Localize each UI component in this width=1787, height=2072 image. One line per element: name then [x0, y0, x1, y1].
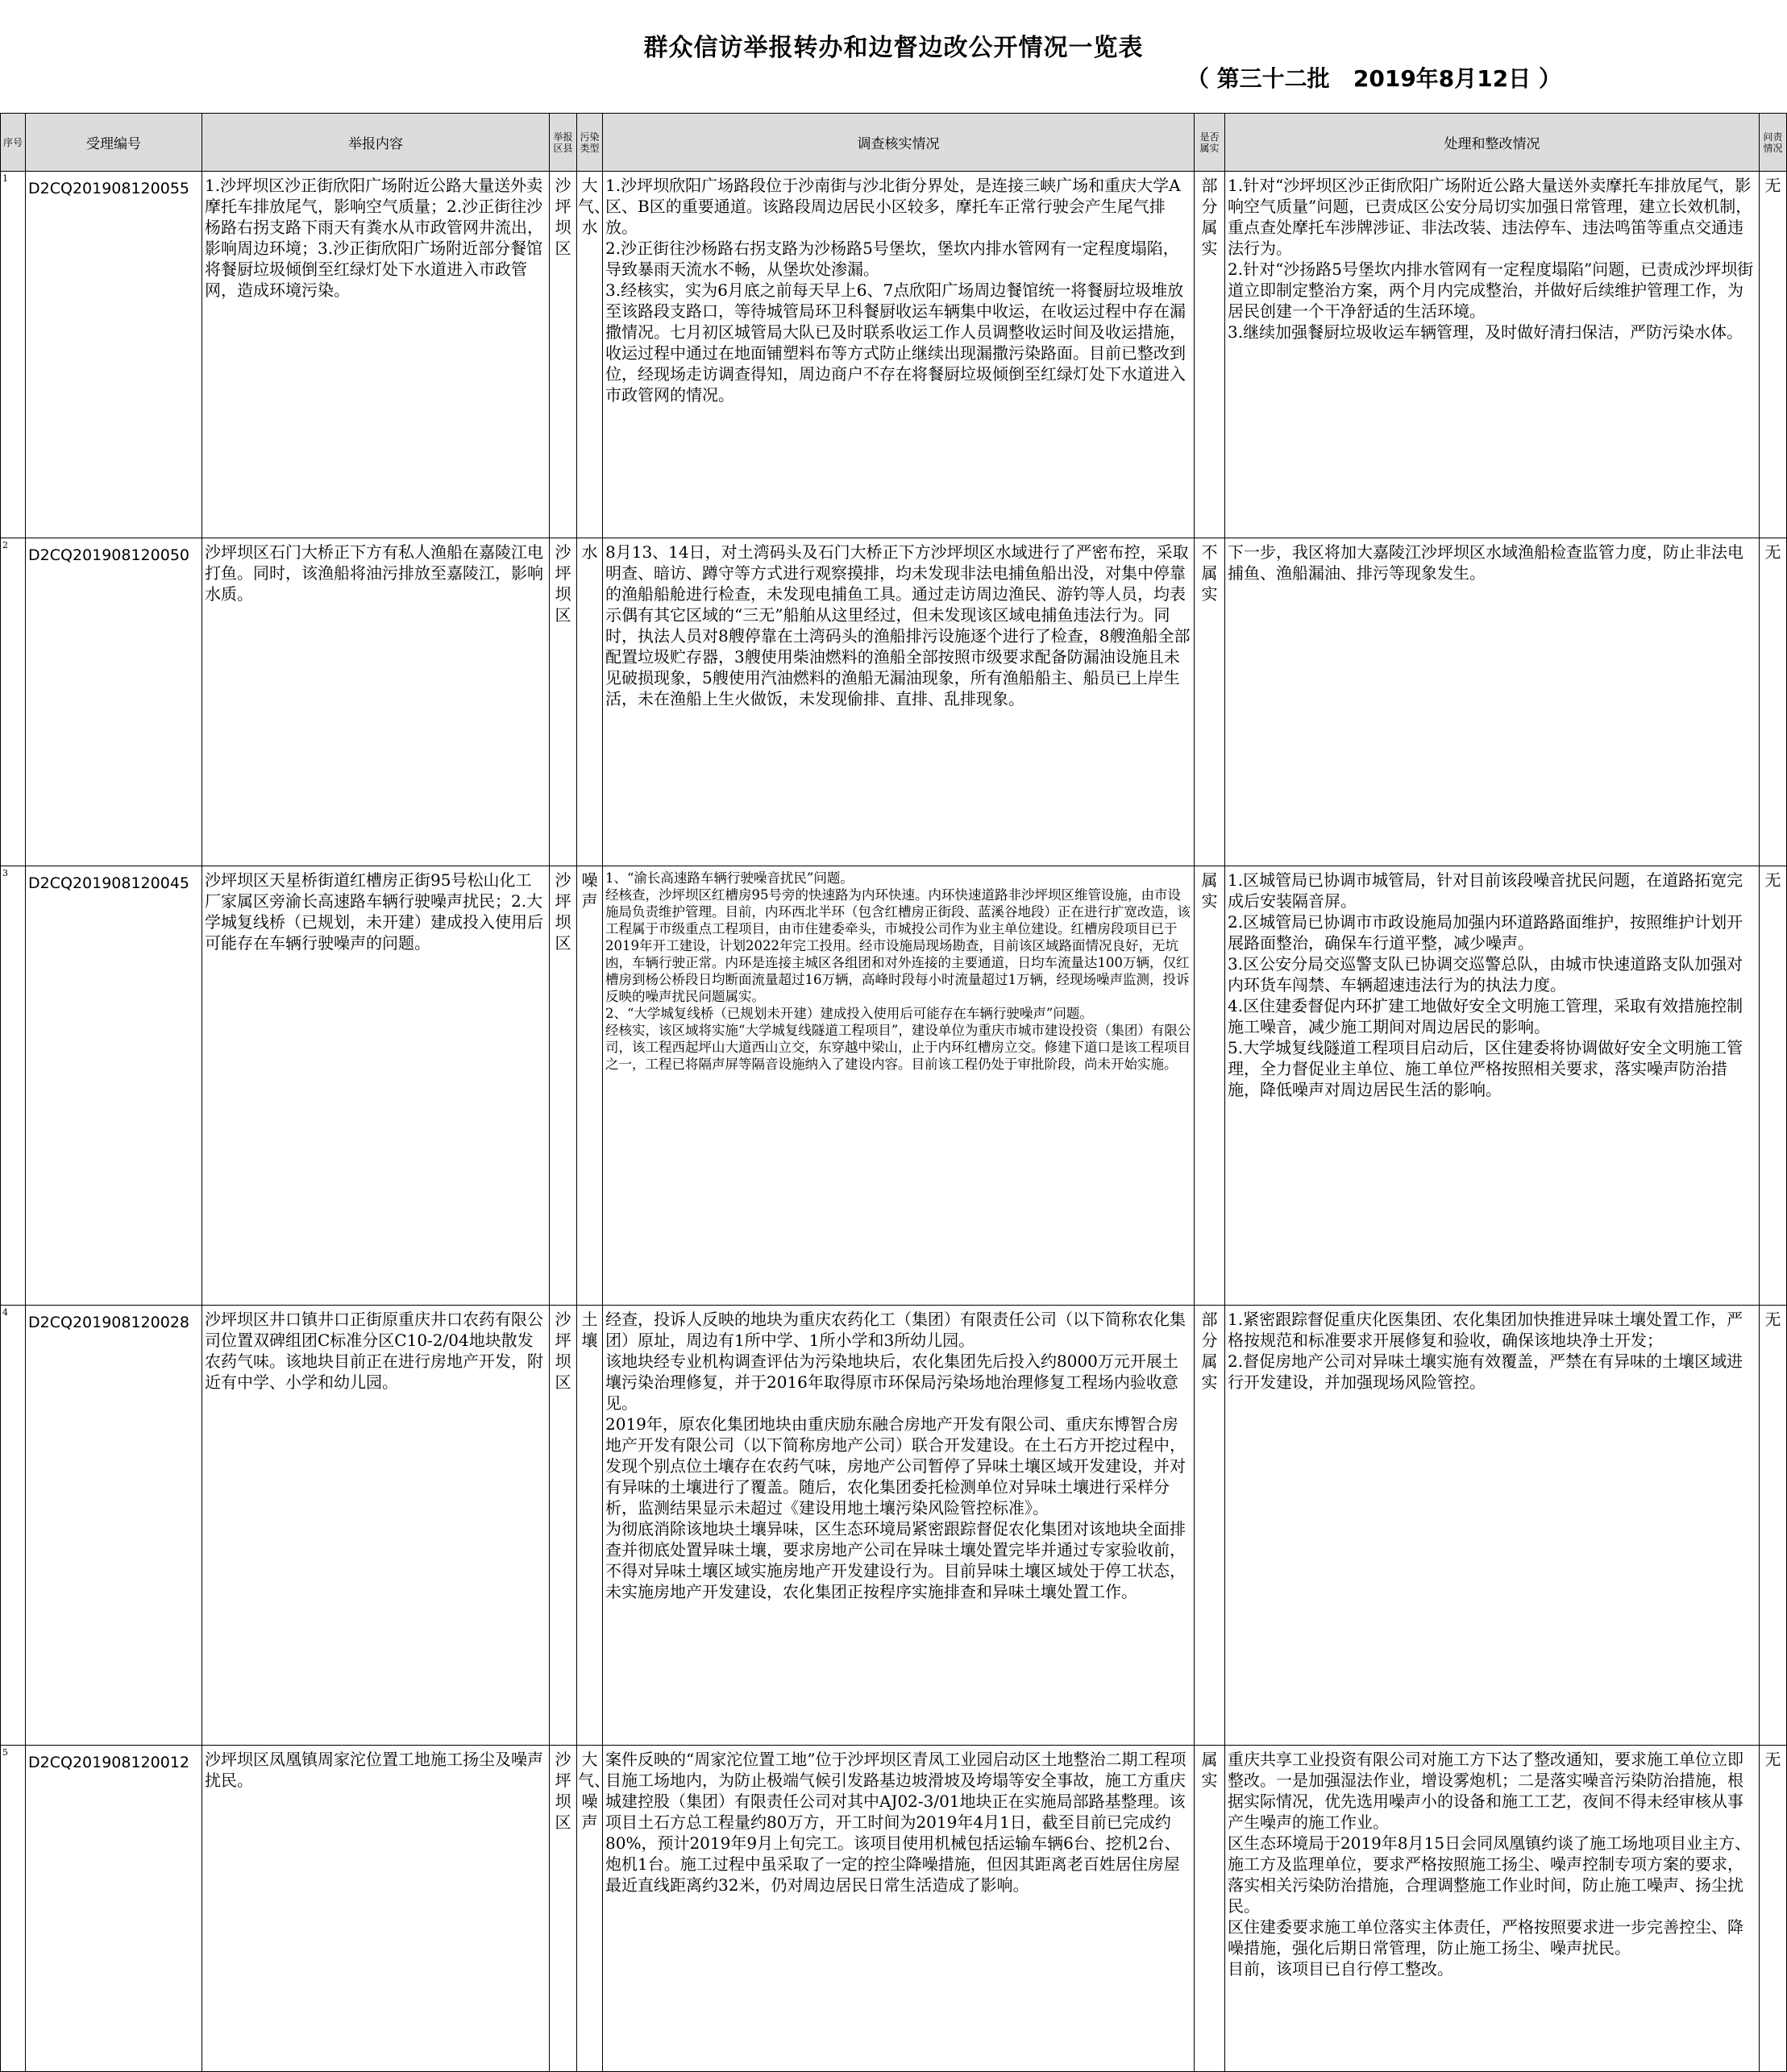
table-row — [1, 1746, 1787, 2072]
row-handling: 重庆共享工业投资有限公司对施工方下达了整改通知，要求施工单位立即整改。一是加强湿法作业，增设雾炮机；二是落实噪音污染防治措施，根据实际情况，优先选用噪声小的设备和施工工艺，夜间不得未经审核从事产生噪声的施工作业。 区生态环境局于2019年8月15日会同凤凰镇约谈了施工场地项目业主方、施工方及监理单位，要求严格按照施工扬尘、噪声控制专项方案的要求，落实相关污染防治措施，合理调整施工作业时间，防止施工噪声、扬尘扰民。 区住建委要求施工单位落实主体责任，严格按照要求进一步完善控尘、降噪措施，强化后期日常管理，防止施工扬尘、噪声扰民。 目前，该项目已自行停工整改。 — [1225, 1746, 1760, 2072]
row-pollution: 大气、噪声 — [577, 1746, 603, 2072]
row-index: 3 — [1, 866, 26, 1306]
row-accountability: 无 — [1760, 1306, 1787, 1746]
complaint-table — [0, 113, 1787, 2072]
row-investigation: 经查，投诉人反映的地块为重庆农药化工（集团）有限责任公司（以下简称农化集团）原址，周边有1所中学、1所小学和3所幼儿园。 该地块经专业机构调查评估为污染地块后，农化集团先后投入约8000万元开展土壤污染治理修复，并于2016年取得原市环保局污染场地治理修复工程场内验收意见。 2019年，原农化集团地块由重庆励东融合房地产开发有限公司、重庆东博智合房地产开发有限公司（以下简称房地产公司）联合开发建设。在土石方开挖过程中，发现个别点位土壤存在农药气味，房地产公司暂停了异味土壤区域开发建设，并对有异味的土壤进行了覆盖。随后，农化集团委托检测单位对异味土壤进行采样分析，监测结果显示未超过《建设用地土壤污染风险管控标准》。 为彻底消除该地块土壤异味，区生态环境局紧密跟踪督促农化集团对该地块全面排查并彻底处置异味土壤，要求房地产公司在异味土壤处置完毕并通过专家验收前，不得对异味土壤区域实施房地产开发建设行为。目前异味土壤区域处于停工状态，未实施房地产开发建设，农化集团正按程序实施排查和异味土壤处置工作。 — [603, 1306, 1195, 1746]
header-accountability: 问责情况 — [1760, 114, 1787, 172]
document-title: 群众信访举报转办和边督边改公开情况一览表 — [643, 34, 1144, 62]
row-handling: 下一步，我区将加大嘉陵江沙坪坝区水域渔船检查监管力度，防止非法电捕鱼、渔船漏油、排污等现象发生。 — [1225, 538, 1760, 866]
document-subtitle: （ 第三十二批 2019年8月12日 ） — [1186, 65, 1561, 92]
row-code: D2CQ201908120012 — [26, 1746, 202, 2072]
row-code: D2CQ201908120050 — [26, 538, 202, 866]
row-verified: 属实 — [1195, 866, 1225, 1306]
row-content: 1.沙坪坝区沙正街欣阳广场附近公路大量送外卖摩托车排放尾气，影响空气质量；2.沙正街往沙杨路右拐支路下雨天有粪水从市政管网井流出，影响周边环境；3.沙正街欣阳广场附近部分餐馆将餐厨垃圾倾倒至红绿灯处下水道进入市政管网，造成环境污染。 — [202, 172, 550, 538]
row-content: 沙坪坝区凤凰镇周家沱位置工地施工扬尘及噪声扰民。 — [202, 1746, 550, 2072]
row-handling: 1.区城管局已协调市城管局，针对目前该段噪音扰民问题，在道路拓宽完成后安装隔音屏。 2.区城管局已协调市市政设施局加强内环道路路面维护，按照维护计划开展路面整治，确保车行道平整，减少噪声。 3.区公安分局交巡警支队已协调交巡警总队，由城市快速道路支队加强对内环货车闯禁、车辆超速违法行为的执法力度。 4.区住建委督促内环扩建工地做好安全文明施工管理，采取有效措施控制施工噪音，减少施工期间对周边居民的影响。 5.大学城复线隧道工程项目启动后，区住建委将协调做好安全文明施工管理，全力督促业主单位、施工单位严格按照相关要求，落实噪声防治措施，降低噪声对周边居民生活的影响。 — [1225, 866, 1760, 1306]
header-code: 受理编号 — [26, 114, 202, 172]
header-handling: 处理和整改情况 — [1225, 114, 1760, 172]
row-district: 沙坪坝区 — [550, 1746, 577, 2072]
row-investigation: 8月13、14日，对土湾码头及石门大桥正下方沙坪坝区水域进行了严密布控，采取明查、暗访、蹲守等方式进行观察摸排，均未发现非法电捕鱼船出没，对集中停靠的渔船船舱进行检查，未发现电捕鱼工具。通过走访周边渔民、游钓等人员，均表示偶有其它区域的“三无”船舶从这里经过，但未发现该区域电捕鱼违法行为。同时，执法人员对8艘停靠在土湾码头的渔船排污设施逐个进行了检查，8艘渔船全部配置垃圾贮存器，3艘使用柴油燃料的渔船全部按照市级要求配备防漏油设施且未见破损现象，5艘使用汽油燃料的渔船无漏油现象，所有渔船船主、船员已上岸生活，未在渔船上生火做饭，未发现偷排、直排、乱排现象。 — [603, 538, 1195, 866]
row-index: 1 — [1, 172, 26, 538]
row-verified: 不属实 — [1195, 538, 1225, 866]
row-index: 5 — [1, 1746, 26, 2072]
row-investigation: 案件反映的“周家沱位置工地”位于沙坪坝区青凤工业园启动区土地整治二期工程项目施工场地内，为防止极端气候引发路基边坡滑坡及垮塌等安全事故，施工方重庆城建控股（集团）有限责任公司对其中AJ02-3/01地块正在实施局部路基整理。该项目土石方总工程量约80万方，开工时间为2019年4月1日，截至目前已完成约80%，预计2019年9月上旬完工。该项目使用机械包括运输车辆6台、挖机2台、炮机1台。施工过程中虽采取了一定的控尘降噪措施，但因其距离老百姓居住房屋最近直线距离约32米，仍对周边居民日常生活造成了影响。 — [603, 1746, 1195, 2072]
row-pollution: 土壤 — [577, 1306, 603, 1746]
row-handling: 1.紧密跟踪督促重庆化医集团、农化集团加快推进异味土壤处置工作，严格按规范和标准要求开展修复和验收，确保该地块净土开发； 2.督促房地产公司对异味土壤实施有效覆盖，严禁在有异味的土壤区域进行开发建设，并加强现场风险管控。 — [1225, 1306, 1760, 1746]
row-accountability: 无 — [1760, 538, 1787, 866]
row-district: 沙坪坝区 — [550, 866, 577, 1306]
table-row — [1, 172, 1787, 538]
row-index: 4 — [1, 1306, 26, 1746]
row-verified: 部分属实 — [1195, 172, 1225, 538]
header-verified: 是否属实 — [1195, 114, 1225, 172]
row-handling: 1.针对“沙坪坝区沙正街欣阳广场附近公路大量送外卖摩托车排放尾气，影响空气质量”问题，已责成区公安分局切实加强日常管理，建立长效机制，重点查处摩托车涉牌涉证、非法改装、违法停车、违法鸣笛等重点交通违法行为。 2.针对“沙扬路5号堡坎内排水管网有一定程度塌陷”问题，已责成沙坪坝街道立即制定整治方案，两个月内完成整治，并做好后续维护管理工作，为居民创建一个干净舒适的生活环境。 3.继续加强餐厨垃圾收运车辆管理，及时做好清扫保洁，严防污染水体。 — [1225, 172, 1760, 538]
table-row — [1, 1306, 1787, 1746]
row-pollution: 水 — [577, 538, 603, 866]
row-content: 沙坪坝区天星桥街道红槽房正街95号松山化工厂家属区旁渝长高速路车辆行驶噪声扰民；2.大学城复线桥（已规划，未开建）建成投入使用后可能存在车辆行驶噪声的问题。 — [202, 866, 550, 1306]
row-code: D2CQ201908120055 — [26, 172, 202, 538]
row-index: 2 — [1, 538, 26, 866]
header-investigation: 调查核实情况 — [603, 114, 1195, 172]
row-accountability: 无 — [1760, 1746, 1787, 2072]
table-row — [1, 866, 1787, 1306]
header-content: 举报内容 — [202, 114, 550, 172]
header-index: 序号 — [1, 114, 26, 172]
row-content: 沙坪坝区石门大桥正下方有私人渔船在嘉陵江电打鱼。同时，该渔船将油污排放至嘉陵江，影响水质。 — [202, 538, 550, 866]
row-content: 沙坪坝区井口镇井口正街原重庆井口农药有限公司位置双碑组团C标准分区C10-2/04地块散发农药气味。该地块目前正在进行房地产开发，附近有中学、小学和幼儿园。 — [202, 1306, 550, 1746]
table-header-row — [1, 114, 1787, 172]
row-district: 沙坪坝区 — [550, 172, 577, 538]
row-pollution: 大气、水 — [577, 172, 603, 538]
row-verified: 属实 — [1195, 1746, 1225, 2072]
row-investigation: 1、“渝长高速路车辆行驶噪音扰民”问题。 经核查，沙坪坝区红槽房95号旁的快速路为内环快速。内环快速道路非沙坪坝区维管设施，由市设施局负责维护管理。目前，内环西北半环（包含红槽房正街段、蓝溪谷地段）正在进行扩宽改造，该工程属于市级重点工程项目，由市住建委牵头，市城投公司作为业主单位建设。红槽房段项目已于2019年开工建设，计划2022年完工投用。经市设施局现场勘查，目前该区域路面情况良好，无坑凼，车辆行驶正常。内环是连接主城区各组团和对外连接的主要通道，日均车流量达100万辆，仅红槽房到杨公桥段日均断面流量超过16万辆，高峰时段每小时流量超过1万辆，经现场噪声监测，投诉反映的噪声扰民问题属实。 2、“大学城复线桥（已规划未开建）建成投入使用后可能存在车辆行驶噪声”问题。 经核实，该区域将实施“大学城复线隧道工程项目”，建设单位为重庆市城市建设投资（集团）有限公司，该工程西起坪山大道西山立交，东穿越中梁山，止于内环红槽房立交。修建下道口是该工程项目之一，工程已将隔声屏等隔音设施纳入了建设内容。目前该工程仍处于审批阶段，尚未开始实施。 — [603, 866, 1195, 1306]
row-accountability: 无 — [1760, 866, 1787, 1306]
row-code: D2CQ201908120045 — [26, 866, 202, 1306]
row-district: 沙坪坝区 — [550, 1306, 577, 1746]
row-accountability: 无 — [1760, 172, 1787, 538]
row-district: 沙坪坝区 — [550, 538, 577, 866]
header-district: 举报区县 — [550, 114, 577, 172]
row-investigation: 1.沙坪坝欣阳广场路段位于沙南街与沙北街分界处，是连接三峡广场和重庆大学A区、B区的重要通道。该路段周边居民小区较多，摩托车正常行驶会产生尾气排放。 2.沙正街往沙杨路右拐支路为沙杨路5号堡坎，堡坎内排水管网有一定程度塌陷，导致暴雨天流水不畅，从堡坎处渗漏。 3.经核实，实为6月底之前每天早上6、7点欣阳广场周边餐馆统一将餐厨垃圾堆放至该路段支路口，等待城管局环卫科餐厨收运车辆集中收运，在收运过程中存在漏撒情况。七月初区城管局大队已及时联系收运工作人员调整收运时间及收运措施，收运过程中通过在地面铺塑料布等方式防止继续出现漏撒污染路面。目前已整改到位，经现场走访调查得知，周边商户不存在将餐厨垃圾倾倒至红绿灯处下水道进入市政管网的情况。 — [603, 172, 1195, 538]
row-pollution: 噪声 — [577, 866, 603, 1306]
row-verified: 部分属实 — [1195, 1306, 1225, 1746]
table-row — [1, 538, 1787, 866]
row-code: D2CQ201908120028 — [26, 1306, 202, 1746]
header-pollution: 污染类型 — [577, 114, 603, 172]
